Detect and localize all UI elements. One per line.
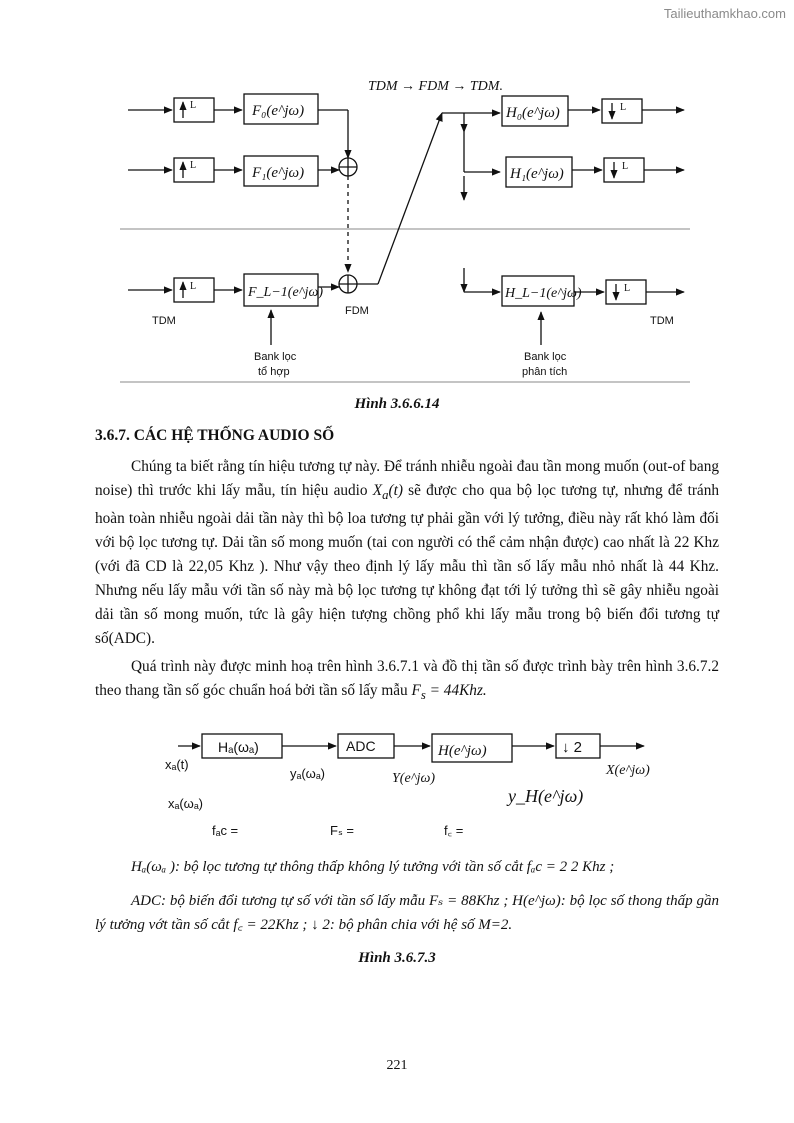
figure-1-caption: Hình 3.6.6.14 bbox=[354, 396, 440, 412]
audio-system-diagram bbox=[0, 720, 794, 860]
upsample-factor-0: L bbox=[190, 100, 197, 111]
filter-bank-diagram bbox=[0, 0, 794, 400]
fc-label: f꜀ = bbox=[444, 823, 464, 838]
analog-filter-label: Hₐ(ωₐ) bbox=[218, 739, 259, 755]
downsample-factor-1: L bbox=[622, 161, 629, 172]
analysis-filter-0-label: H₀(e^jω) bbox=[506, 105, 560, 121]
caption-line-2: ADC: bộ biến đổi tương tự số với tần số lấy mẫu Fₛ = 88Khz ; H(e^jω): bộ lọc số thong thấp gần lý tưởng vớt tần số cắt f꜀ = 22Khz ; ↓ 2: bộ phân chia với hệ số M=2. bbox=[95, 893, 719, 933]
downsample-factor-last: L bbox=[624, 283, 631, 294]
bank-left-line1: Bank lọc bbox=[254, 351, 297, 363]
tdm-right-label: TDM bbox=[650, 315, 674, 327]
upsample-factor-1: L bbox=[190, 160, 197, 171]
upsample-factor-last: L bbox=[190, 281, 197, 292]
figure-2-caption: Hình 3.6.7.3 bbox=[358, 950, 436, 966]
watermark: Tailieuthamkhao.com bbox=[663, 6, 786, 21]
y-label: Y(e^jω) bbox=[392, 771, 436, 786]
x-label: X(e^jω) bbox=[606, 763, 650, 778]
synthesis-filter-last-label: F_L−1(e^jω) bbox=[248, 285, 324, 300]
fdm-label: FDM bbox=[345, 305, 369, 317]
top-label: TDM → FDM → TDM. bbox=[368, 79, 503, 94]
analysis-filter-1-label: H₁(e^jω) bbox=[510, 166, 564, 182]
synthesis-filter-1-label: F₁(e^jω) bbox=[252, 165, 305, 181]
page-number: 221 bbox=[386, 1058, 408, 1073]
caption-line-1: Hₐ(ωₐ ): bộ lọc tương tự thông thấp không lý tưởng với tần số cắt fₐc = 2 2 Khz ; bbox=[131, 859, 615, 875]
fs-label: Fₛ = bbox=[330, 823, 354, 838]
tdm-left-label: TDM bbox=[152, 315, 176, 327]
bank-right-line1: Bank lọc bbox=[524, 351, 567, 363]
bank-left-line2: tổ hợp bbox=[258, 366, 290, 378]
digital-filter-label: H(e^jω) bbox=[438, 743, 487, 759]
paragraph-2: Quá trình này được minh hoạ trên hình 3.6.7.1 và đồ thị tần số được trình bày trên hình 3.6.7.2 theo thang tần số góc chuẩn hoá bởi tần số lấy mẫu $F_s = 44Khz$. bbox=[95, 658, 719, 703]
input-spectrum-label: xₐ(ωₐ) bbox=[168, 796, 203, 811]
section-heading: 3.6.7. CÁC HỆ THỐNG AUDIO SỐ bbox=[95, 427, 335, 444]
paragraph-1: Chúng ta biết rằng tín hiệu tương tự này. Để tránh nhiễu ngoài đau tần mong muốn (out-of bang noise) thì trước khi lấy mẫu, tín hiệu audio $X_a(t)$ sẽ được cho qua bộ lọc tương tự, nhưng để tránh hoàn toàn nhiễu ngoài dải tần này thì bộ loa tương tự phải gần với lý tưởng, điều này rất khó làm đối với bộ lọc tương tự. Dải tần số mong muốn (tai con người có thể cảm nhận được) cao nhất là 22 Khz (với đã CD là 22,05 Khz ). Như vậy theo định lý lấy mẫu thì tần số lấy mẫu nhỏ nhất là 44 Khz. Nhưng nếu lấy mẫu với tần số này mà bộ lọc tương tự không đạt tới lý tưởng thì sẽ gây nhiễu ngoài dải tần số mong muốn, tức là gây hiện tượng chồng phổ khi lấy mẫu trong bộ biến đổi tương tự số(ADC). bbox=[95, 458, 719, 648]
decimator-label: ↓ 2 bbox=[562, 739, 583, 756]
yh-label: y_H(e^jω) bbox=[508, 786, 584, 806]
input-label: xₐ(t) bbox=[165, 757, 189, 772]
bank-right-line2: phân tích bbox=[522, 366, 568, 378]
ya-label: yₐ(ωₐ) bbox=[290, 766, 325, 781]
synthesis-filter-0-label: F₀(e^jω) bbox=[252, 103, 305, 119]
adc-label: ADC bbox=[346, 738, 376, 754]
downsample-factor-0: L bbox=[620, 102, 627, 113]
fac-label: fₐc = bbox=[212, 823, 239, 838]
analysis-filter-last-label: H_L−1(e^jω) bbox=[505, 286, 582, 301]
